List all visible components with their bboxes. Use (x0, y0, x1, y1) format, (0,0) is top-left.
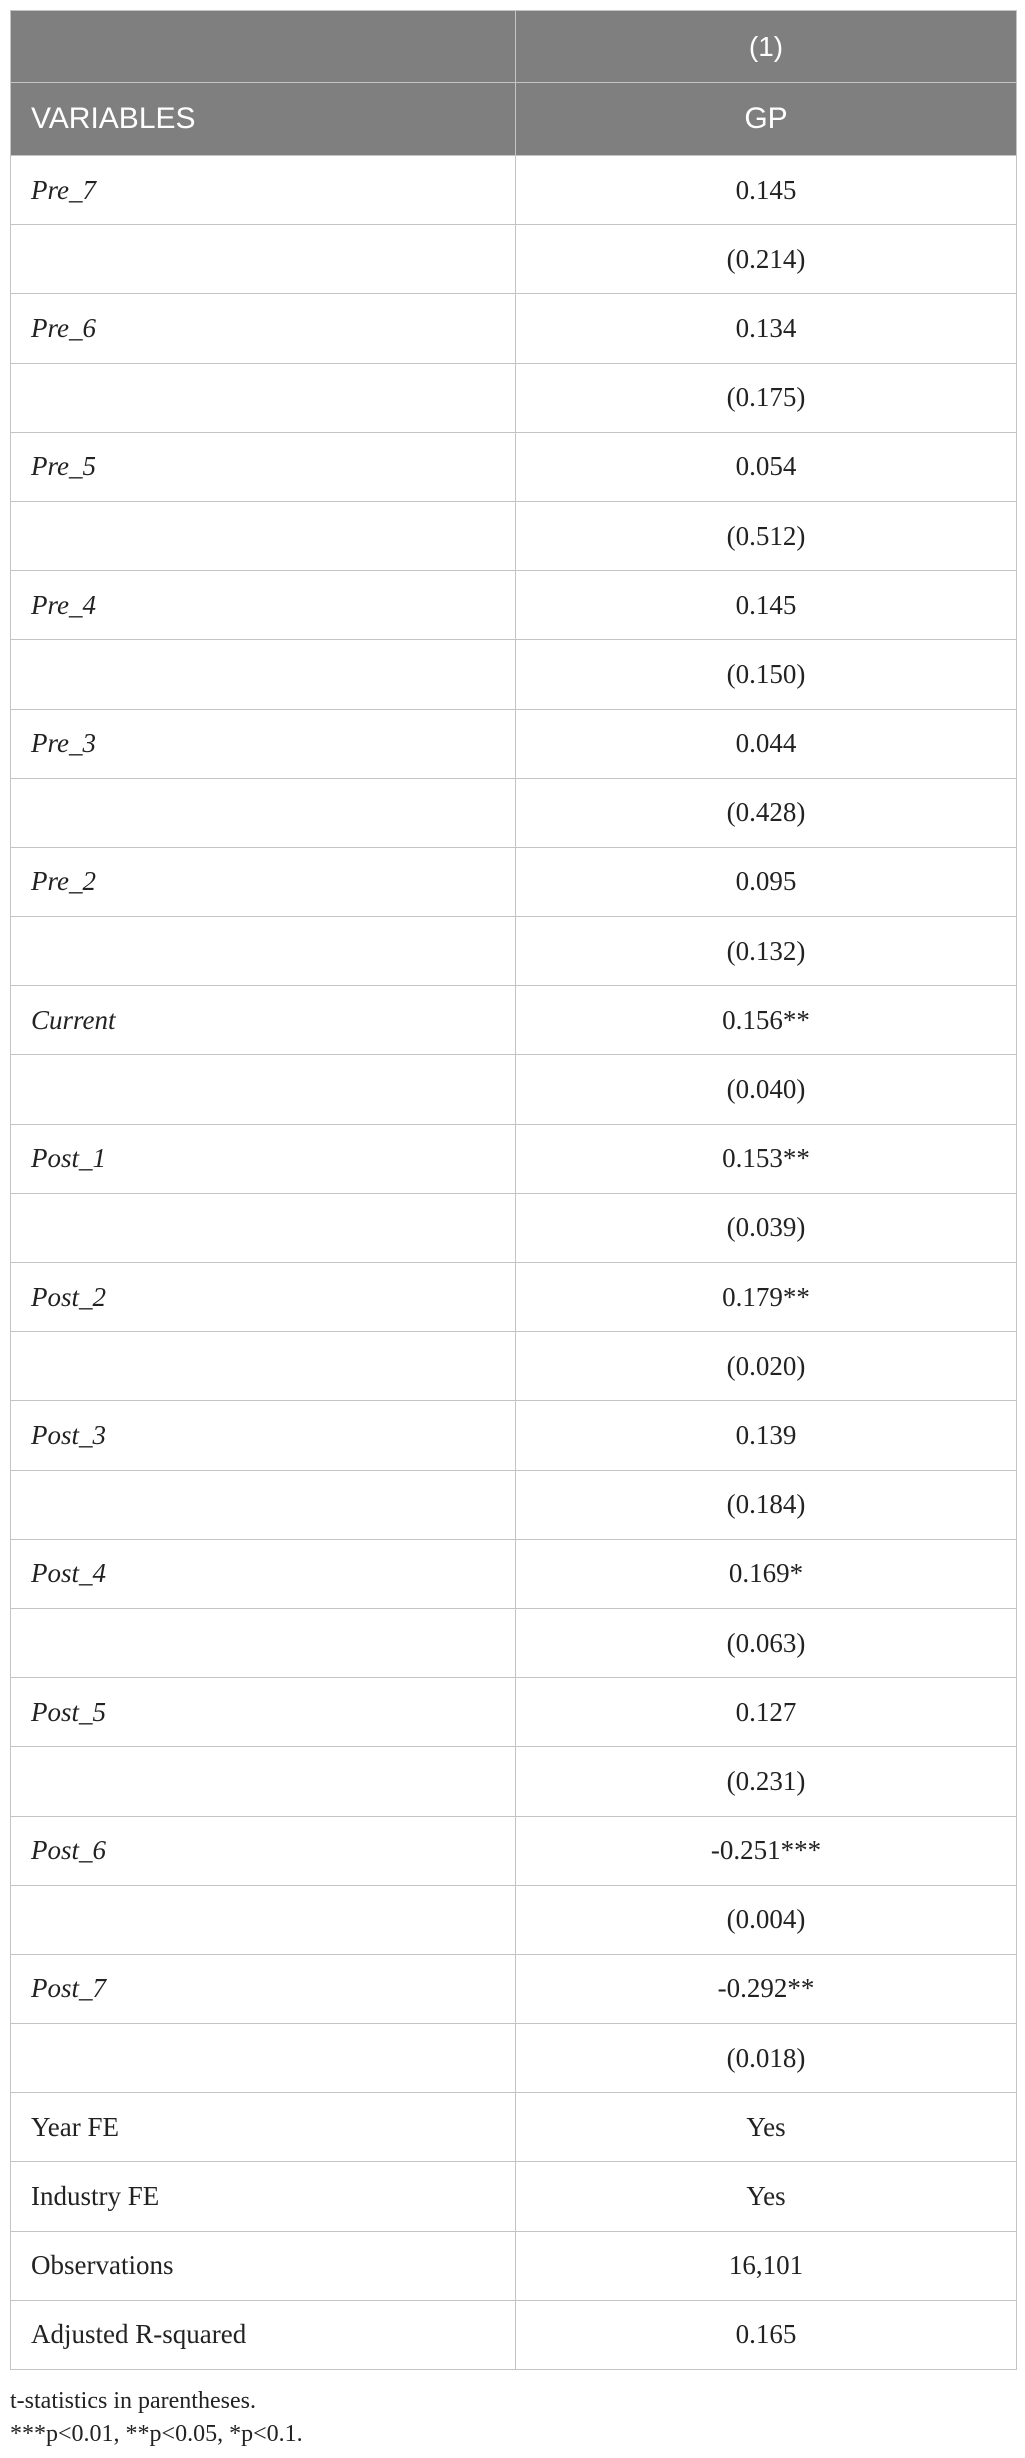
tstat-value: (0.428) (516, 778, 1017, 847)
coefficient-value: 0.145 (516, 571, 1017, 640)
notes-significance-line: ***p<0.01, **p<0.05, *p<0.1. (10, 2421, 303, 2447)
footer-value: Yes (516, 2162, 1017, 2231)
variable-label: Post_5 (11, 1678, 516, 1747)
table-row-tstat (11, 1470, 1017, 1539)
tstat-value: (0.150) (516, 640, 1017, 709)
tstat-value: (0.004) (516, 1885, 1017, 1954)
table-row-coefficient (11, 847, 1017, 916)
tstat-value: (0.063) (516, 1608, 1017, 1677)
empty-label-cell (11, 363, 516, 432)
table-row-coefficient (11, 1678, 1017, 1747)
tstat-value: (0.020) (516, 1332, 1017, 1401)
footer-value: 0.165 (516, 2300, 1017, 2369)
empty-label-cell (11, 778, 516, 847)
variable-label: Current (11, 986, 516, 1055)
table-row-tstat (11, 1193, 1017, 1262)
table-row-tstat (11, 1747, 1017, 1816)
coefficient-value: 0.127 (516, 1678, 1017, 1747)
variable-label: Post_2 (11, 1263, 516, 1332)
table-row-coefficient (11, 1954, 1017, 2023)
variables-header: VARIABLES (11, 83, 516, 156)
table-row-coefficient (11, 1124, 1017, 1193)
tstat-value: (0.214) (516, 225, 1017, 294)
tstat-value: (0.175) (516, 363, 1017, 432)
table-row-coefficient (11, 571, 1017, 640)
table-row-tstat (11, 1055, 1017, 1124)
coefficient-value: -0.251*** (516, 1816, 1017, 1885)
footer-label: Industry FE (11, 2162, 516, 2231)
footer-label: Adjusted R-squared (11, 2300, 516, 2369)
footer-label: Year FE (11, 2093, 516, 2162)
table-row-tstat (11, 640, 1017, 709)
table-row-coefficient (11, 156, 1017, 225)
table-row-coefficient (11, 432, 1017, 501)
table-body (11, 156, 1017, 2370)
table-row-tstat (11, 363, 1017, 432)
footer-label: Observations (11, 2231, 516, 2300)
table-row-coefficient (11, 294, 1017, 363)
table-row-footer (11, 2231, 1017, 2300)
table-row-tstat (11, 1885, 1017, 1954)
empty-label-cell (11, 1470, 516, 1539)
coefficient-value: 0.153** (516, 1124, 1017, 1193)
dependent-variable-header: GP (516, 83, 1017, 156)
coefficient-value: 0.139 (516, 1401, 1017, 1470)
tstat-value: (0.512) (516, 501, 1017, 570)
coefficient-value: -0.292** (516, 1954, 1017, 2023)
variable-label: Post_7 (11, 1954, 516, 2023)
tstat-value: (0.231) (516, 1747, 1017, 1816)
empty-label-cell (11, 1332, 516, 1401)
coefficient-value: 0.169* (516, 1539, 1017, 1608)
variable-label: Pre_3 (11, 709, 516, 778)
variable-label: Post_1 (11, 1124, 516, 1193)
coefficient-value: 0.095 (516, 847, 1017, 916)
table-row-tstat (11, 501, 1017, 570)
empty-label-cell (11, 1193, 516, 1262)
footer-value: Yes (516, 2093, 1017, 2162)
coefficient-value: 0.179** (516, 1263, 1017, 1332)
tstat-value: (0.039) (516, 1193, 1017, 1262)
variable-label: Pre_7 (11, 156, 516, 225)
table-row-tstat (11, 917, 1017, 986)
table-row-tstat (11, 225, 1017, 294)
table-row-tstat (11, 2024, 1017, 2093)
variable-label: Pre_2 (11, 847, 516, 916)
coefficient-value: 0.134 (516, 294, 1017, 363)
table-row-tstat (11, 1608, 1017, 1677)
empty-label-cell (11, 1747, 516, 1816)
header-row-column-number (11, 11, 1017, 83)
empty-label-cell (11, 1608, 516, 1677)
regression-table (10, 10, 1017, 2370)
empty-label-cell (11, 917, 516, 986)
table-notes (10, 2385, 303, 2451)
table-row-coefficient (11, 1816, 1017, 1885)
empty-label-cell (11, 2024, 516, 2093)
table-row-footer (11, 2300, 1017, 2369)
table-row-coefficient (11, 1401, 1017, 1470)
empty-label-cell (11, 640, 516, 709)
coefficient-value: 0.145 (516, 156, 1017, 225)
table-row-footer (11, 2162, 1017, 2231)
variable-label: Post_6 (11, 1816, 516, 1885)
table-row-tstat (11, 1332, 1017, 1401)
variable-label: Post_4 (11, 1539, 516, 1608)
table-row-coefficient (11, 1263, 1017, 1332)
empty-label-cell (11, 1055, 516, 1124)
header-empty-cell (11, 11, 516, 83)
empty-label-cell (11, 501, 516, 570)
table-row-footer (11, 2093, 1017, 2162)
tstat-value: (0.018) (516, 2024, 1017, 2093)
variable-label: Post_3 (11, 1401, 516, 1470)
variable-label: Pre_4 (11, 571, 516, 640)
variable-label: Pre_6 (11, 294, 516, 363)
column-number-header: (1) (516, 11, 1017, 83)
header-row-variables (11, 83, 1017, 156)
tstat-value: (0.040) (516, 1055, 1017, 1124)
variable-label: Pre_5 (11, 432, 516, 501)
table-row-coefficient (11, 709, 1017, 778)
footer-value: 16,101 (516, 2231, 1017, 2300)
notes-tstat-line: t-statistics in parentheses. (10, 2388, 256, 2414)
coefficient-value: 0.156** (516, 986, 1017, 1055)
tstat-value: (0.184) (516, 1470, 1017, 1539)
empty-label-cell (11, 1885, 516, 1954)
coefficient-value: 0.044 (516, 709, 1017, 778)
table-row-tstat (11, 778, 1017, 847)
regression-table-container (10, 10, 1016, 2370)
tstat-value: (0.132) (516, 917, 1017, 986)
table-row-coefficient (11, 1539, 1017, 1608)
empty-label-cell (11, 225, 516, 294)
coefficient-value: 0.054 (516, 432, 1017, 501)
table-row-coefficient (11, 986, 1017, 1055)
